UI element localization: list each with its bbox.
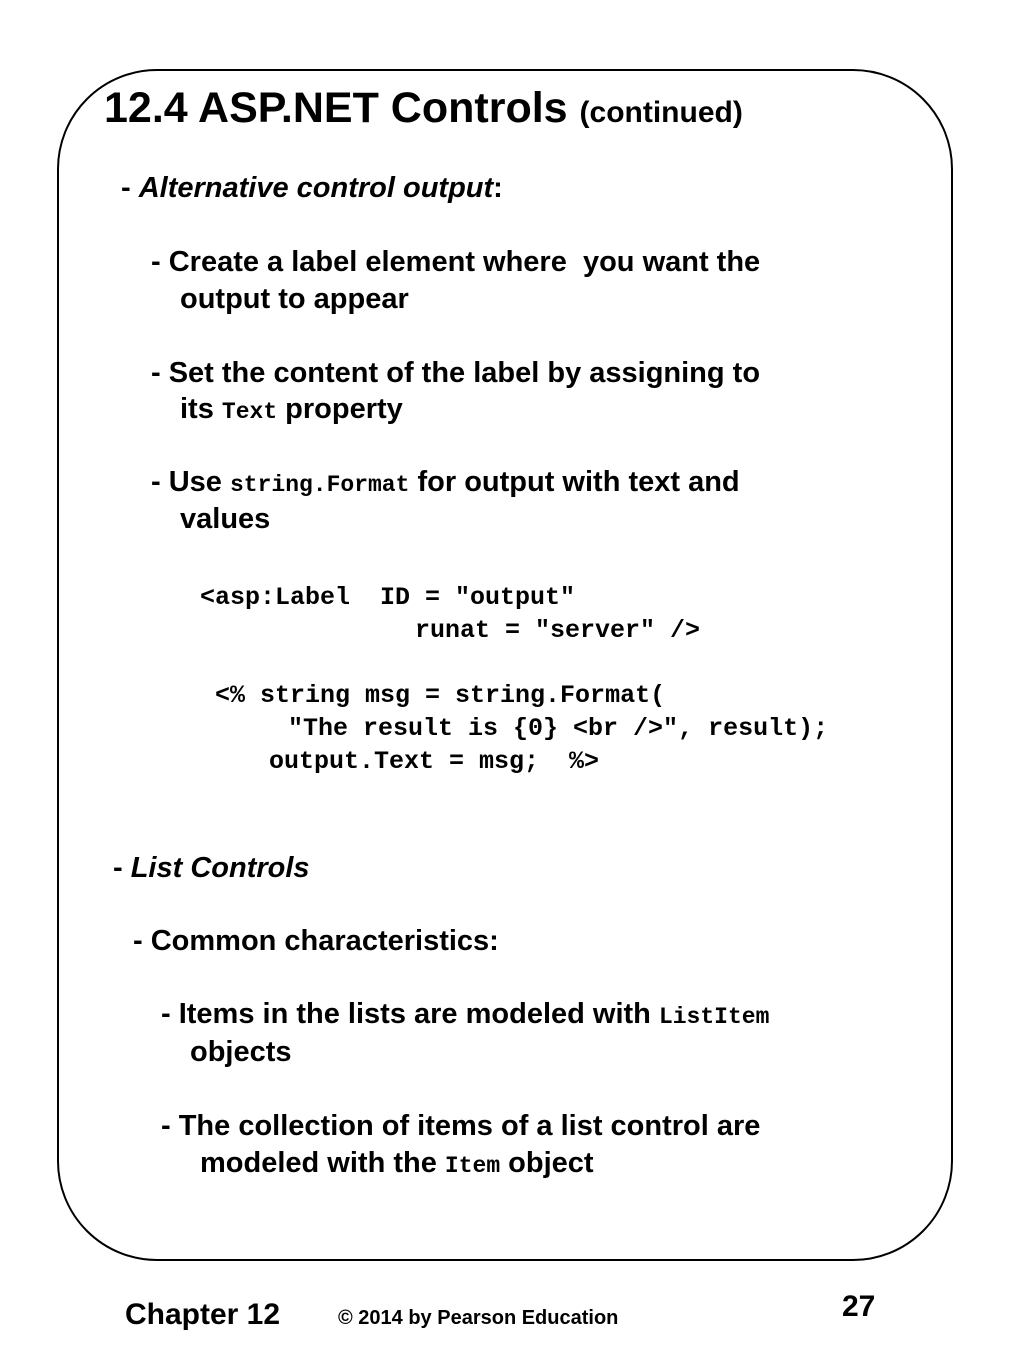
inline-code-listitem: ListItem xyxy=(658,1004,770,1030)
title-suffix: (continued) xyxy=(579,96,743,129)
slide-title xyxy=(104,84,743,133)
bullet-use-format-line2: values xyxy=(180,503,271,535)
code-label-line1: <asp:Label ID = ″output″ xyxy=(200,583,576,612)
inline-code-string-format: string.Format xyxy=(229,472,410,498)
title-main: 12.4 ASP.NET Controls xyxy=(104,84,568,132)
footer-chapter: Chapter 12 xyxy=(125,1298,281,1331)
inline-code-text: Text xyxy=(221,399,278,425)
footer-copyright: © 2014 by Pearson Education xyxy=(338,1307,619,1329)
page-number: 27 xyxy=(842,1290,876,1323)
section-heading: List Controls xyxy=(130,852,310,884)
section-heading: Alternative control output xyxy=(138,172,494,204)
bullet-set-content-line1: - Set the content of the label by assigning to xyxy=(151,357,761,389)
bullet-collection-line1: - The collection of items of a list control are xyxy=(161,1110,761,1142)
bullet-create-label-line1: - Create a label element where you want the xyxy=(151,246,761,278)
bullet-items-line2: objects xyxy=(190,1036,292,1068)
code-script-line1: <% string msg = string.Format( xyxy=(215,681,666,710)
bullet-create-label-line2: output to appear xyxy=(180,283,409,315)
code-script-line3: output.Text = msg; %> xyxy=(269,747,600,776)
common-characteristics: - Common characteristics: xyxy=(133,925,499,957)
section-list-controls: - List Controls xyxy=(113,852,310,884)
bullet-set-content-line2: its Text property xyxy=(180,393,403,425)
code-script-line2: ″The result is {0} <br />″, result); xyxy=(288,714,829,743)
inline-code-item: Item xyxy=(444,1153,501,1179)
bullet-use-format-line1: - Use string.Format for output with text and xyxy=(151,466,740,498)
bullet-collection-line2: modeled with the Item object xyxy=(200,1147,594,1179)
section-alternative-output: - Alternative control output: xyxy=(121,172,503,204)
bullet-items-line1: - Items in the lists are modeled with ListItem xyxy=(161,998,770,1030)
code-label-line2: runat = ″server″ /> xyxy=(415,616,701,645)
